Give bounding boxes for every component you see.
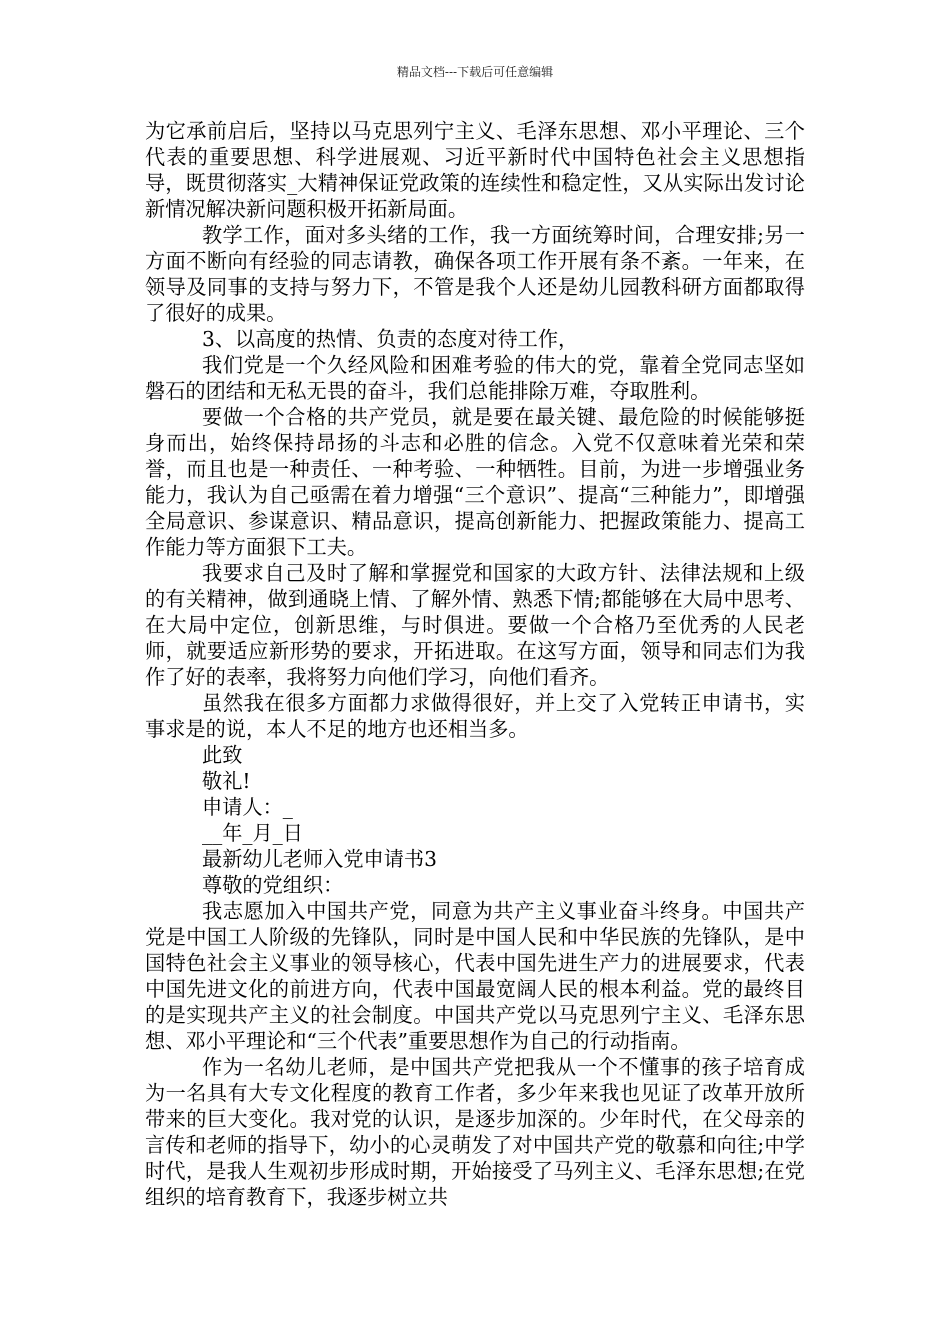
closing-salutation: 此致 <box>202 743 243 767</box>
section-title: 最新幼儿老师入党申请书3 <box>202 847 437 871</box>
greeting: 尊敬的党组织： <box>202 873 344 897</box>
paragraph-6: 我要求自己及时了解和掌握党和国家的大政方针、法律法规和上级的有关精神，做到通晓上情、了解外情、熟悉下情;都能够在大局中思考、在大局中定位，创新思维，与时俱进。要做一个合格乃至优秀的人民老师，就要适应新形势的要求，开拓进取。在这写方面，领导和同志们为我作了好的表率，我将努力向他们学习，向他们看齐。 <box>145 561 805 689</box>
applicant-line: 申请人：_ <box>202 795 293 819</box>
paragraph-4: 我们党是一个久经风险和困难考验的伟大的党，靠着全党同志坚如磐石的团结和无私无畏的奋斗，我们总能排除万难，夺取胜利。 <box>145 353 805 403</box>
paragraph-2: 教学工作，面对多头绪的工作，我一方面统筹时间，合理安排;另一方面不断向有经验的同志请教，确保各项工作开展有条不紊。一年来，在领导及同事的支持与努力下，不管是我个人还是幼儿园教科研方面都取得了很好的成果。 <box>145 223 805 325</box>
page-header: 精品文档---下载后可任意编辑 <box>396 65 554 79</box>
paragraph-9: 作为一名幼儿老师，是中国共产党把我从一个不懂事的孩子培育成为一名具有大专文化程度的教育工作者，多少年来我也见证了改革开放所带来的巨大变化。我对党的认识，是逐步加深的。少年时代，在父母亲的言传和老师的指导下，幼小的心灵萌发了对中国共产党的敬慕和向往;中学时代，是我人生观初步形成时期，开始接受了马列主义、毛泽东思想;在党组织的培育教育下，我逐步树立共 <box>145 1055 805 1209</box>
paragraph-3: 3、以高度的热情、负责的态度对待工作， <box>202 327 579 351</box>
paragraph-8: 我志愿加入中国共产党，同意为共产主义事业奋斗终身。中国共产党是中国工人阶级的先锋队，同时是中国人民和中华民族的先锋队，是中国特色社会主义事业的领导核心，代表中国先进生产力的进展要求，代表中国先进文化的前进方向，代表中国最宽阔人民的根本利益。党的最终目的是实现共产主义的社会制度。中国共产党以马克思列宁主义、毛泽东思想、邓小平理论和“三个代表”重要思想作为自己的行动指南。 <box>145 899 805 1053</box>
document-body <box>145 118 805 1210</box>
date-line: __年_月_日 <box>202 821 303 845</box>
paragraph-7: 虽然我在很多方面都力求做得很好，并上交了入党转正申请书，实事求是的说，本人不足的地方也还相当多。 <box>145 691 805 741</box>
paragraph-1: 为它承前启后，坚持以马克思列宁主义、毛泽东思想、邓小平理论、三个代表的重要思想、科学进展观、习近平新时代中国特色社会主义思想指导，既贯彻落实_大精神保证党政策的连续性和稳定性，又从实际出发讨论新情况解决新问题积极开拓新局面。 <box>145 119 805 221</box>
closing-regards: 敬礼! <box>202 769 251 793</box>
paragraph-5: 要做一个合格的共产党员，就是要在最关键、最危险的时候能够挺身而出，始终保持昂扬的斗志和必胜的信念。入党不仅意味着光荣和荣誉，而且也是一种责任、一种考验、一种牺牲。目前，为进一步增强业务能力，我认为自己亟需在着力增强“三个意识”、提高“三种能力”，即增强全局意识、参谋意识、精品意识，提高创新能力、把握政策能力、提高工作能力等方面狠下工夫。 <box>145 405 805 559</box>
